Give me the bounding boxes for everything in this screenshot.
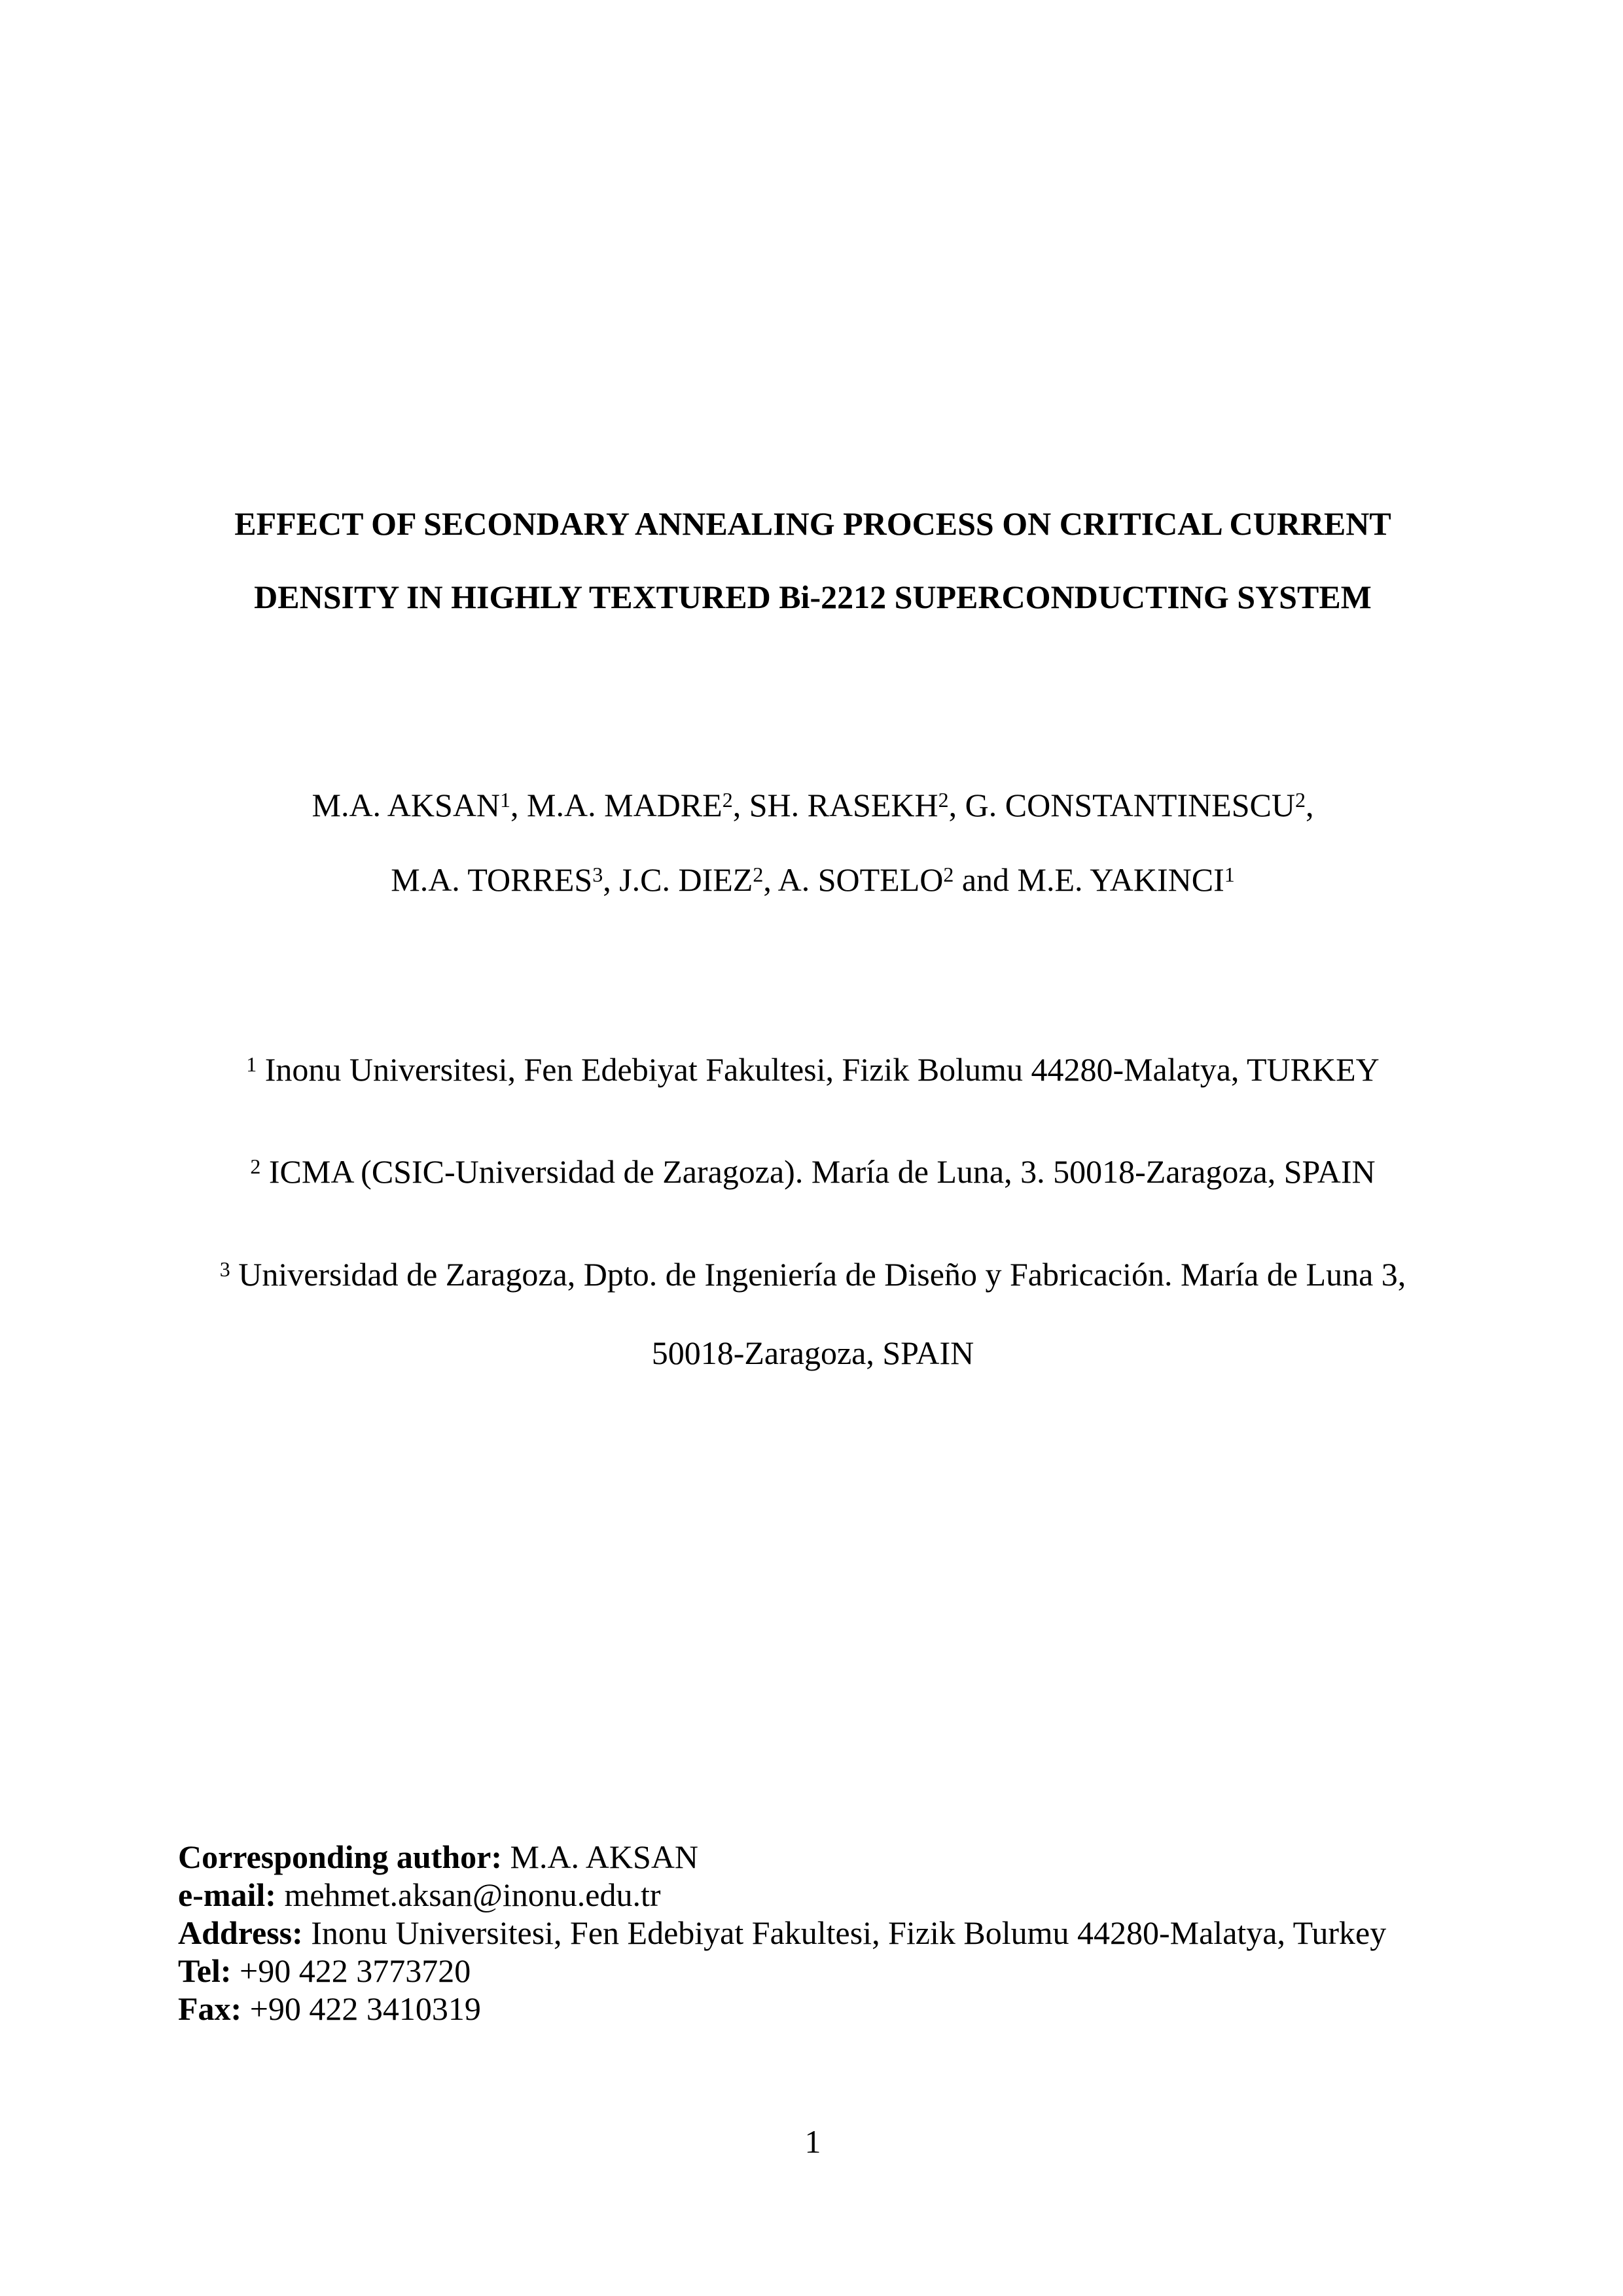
affiliation-3-line-1: $^3$ Universidad de Zaragoza, Dpto. de Ingeniería de Diseño y Fabricación. María de Luna 3,: [219, 1256, 1406, 1293]
authors-line-2: M.A. TORRES$^3$, J.C. DIEZ$^2$, A. SOTELO$^2$ and M.E. YAKINCI$^1$: [391, 861, 1235, 898]
page-number: 1: [804, 2123, 821, 2160]
authors-line-1: M.A. AKSAN$^1$, M.A. MADRE$^2$, SH. RASEKH$^2$, G. CONSTANTINESCU$^2$,: [312, 787, 1314, 823]
paper-title-line-2: DENSITY IN HIGHLY TEXTURED Bi-2212 SUPERCONDUCTING SYSTEM: [254, 579, 1372, 615]
affiliation-3-line-2: 50018-Zaragoza, SPAIN: [651, 1335, 974, 1371]
tel-line: Tel: +90 422 3773720: [178, 1952, 471, 1989]
affiliation-1: $^1$ Inonu Universitesi, Fen Edebiyat Fakultesi, Fizik Bolumu 44280-Malatya, TURKEY: [246, 1051, 1380, 1088]
address-line: Address: Inonu Universitesi, Fen Edebiyat Fakultesi, Fizik Bolumu 44280-Malatya, Turkey: [178, 1914, 1387, 1951]
email-line: e-mail: mehmet.aksan@inonu.edu.tr: [178, 1876, 661, 1913]
paper-title-line-1: EFFECT OF SECONDARY ANNEALING PROCESS ON CRITICAL CURRENT: [234, 505, 1391, 542]
corresponding-author-line: Corresponding author: M.A. AKSAN: [178, 1839, 699, 1875]
affiliation-2: $^2$ ICMA (CSIC-Universidad de Zaragoza). María de Luna, 3. 50018-Zaragoza, SPAIN: [250, 1153, 1376, 1190]
fax-line: Fax: +90 422 3410319: [178, 1990, 481, 2027]
